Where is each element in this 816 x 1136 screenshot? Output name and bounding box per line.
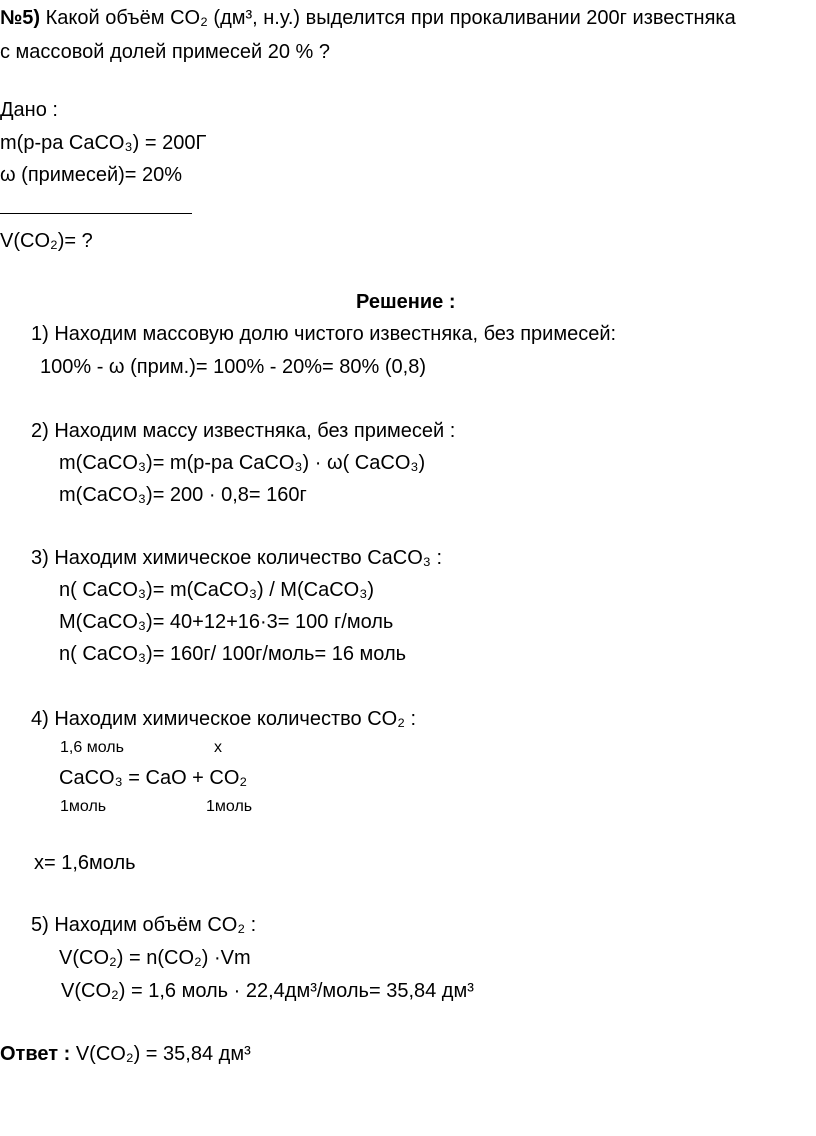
given-divider — [0, 213, 192, 214]
step-4-equation: CaCO₃ = CaO + CO₂ — [59, 767, 248, 789]
step-2-title: 2) Находим массу известняка, без примесей : — [31, 420, 456, 442]
step-1-title: 1) Находим массовую долю чистого известняка, без примесей: — [31, 323, 617, 345]
given-mass: m(р-ра CaCO₃) = 200Г — [0, 132, 207, 154]
given-heading: Дано : — [0, 99, 58, 121]
step-4-under-right: 1моль — [206, 798, 253, 815]
step-5-title: 5) Находим объём CO₂ : — [31, 914, 257, 936]
step-4-under-left: 1моль — [60, 798, 107, 815]
problem-number: №5) — [0, 7, 41, 29]
problem-statement-line-2: с массовой долей примесей 20 % ? — [0, 41, 331, 63]
step-4-over-left: 1,6 моль — [60, 739, 124, 756]
step-3-line-3: n( CaCO₃)= 160г/ 100г/моль= 16 моль — [59, 643, 407, 665]
answer-value: V(CO₂) = 35,84 дм³ — [75, 1043, 251, 1065]
problem-text-1: Какой объём CO₂ (дм³, н.у.) выделится при прокаливании 200г известняка — [45, 7, 736, 29]
step-1-line-1: 100% - ω (прим.)= 100% - 20%= 80% (0,8) — [40, 356, 426, 378]
step-4-over-right: x — [214, 739, 222, 756]
problem-statement-line-1 — [0, 6, 736, 30]
solution-heading: Решение : — [356, 291, 456, 313]
step-5-line-1: V(CO₂) = n(CO₂) ·Vm — [59, 947, 251, 969]
given-impurity-fraction: ω (примесей)= 20% — [0, 164, 183, 186]
step-3-line-2: M(CaCO₃)= 40+12+16·3= 100 г/моль — [59, 611, 394, 633]
step-2-line-2: m(CaCO₃)= 200 · 0,8= 160г — [59, 484, 307, 506]
step-4-title: 4) Находим химическое количество CO₂ : — [31, 708, 417, 730]
answer-line — [0, 1042, 251, 1066]
step-5-line-2: V(CO₂) = 1,6 моль · 22,4дм³/моль= 35,84 дм³ — [61, 980, 474, 1002]
step-3-title: 3) Находим химическое количество CaCO₃ : — [31, 547, 443, 569]
find-volume: V(CO₂)= ? — [0, 230, 93, 252]
step-4-result: x= 1,6моль — [34, 852, 136, 874]
step-2-line-1: m(CaCO₃)= m(р-ра CaCO₃) · ω( CaCO₃) — [59, 452, 426, 474]
step-3-line-1: n( CaCO₃)= m(CaCO₃) / M(CaCO₃) — [59, 579, 374, 601]
answer-label: Ответ : — [0, 1043, 71, 1065]
